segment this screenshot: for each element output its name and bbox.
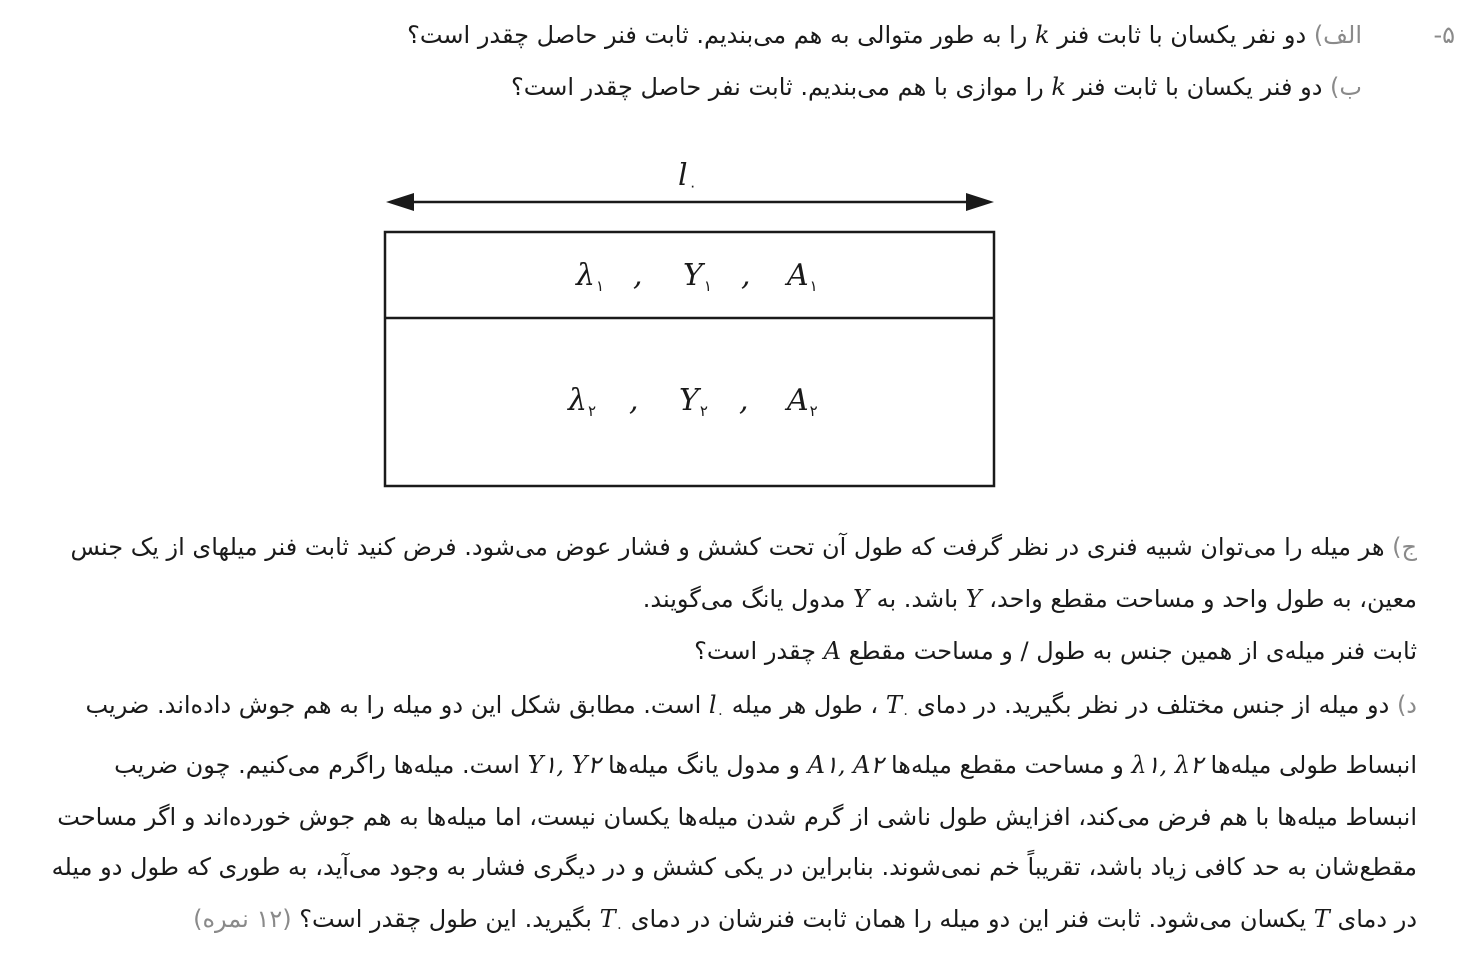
part-jim-text-3a: ثابت فنر میله‌ی از همین جنس به طول / و مساحت مقطع bbox=[848, 637, 1417, 665]
length-arrow-right-head bbox=[966, 193, 994, 211]
part-dal-text-2d: است. میله‌ها راگرم می‌کنیم. چون ضریب bbox=[114, 751, 520, 779]
part-dal-text-2b: و مساحت مقطع میله‌ها bbox=[890, 751, 1124, 779]
part-alef bbox=[407, 18, 1362, 52]
part-jim-line-3 bbox=[694, 634, 1417, 668]
question-number: -۵ bbox=[1433, 21, 1455, 49]
length-l0: $l_۰$ bbox=[708, 691, 725, 722]
part-dal-text-1c: است. مطابق شکل این دو میله را به هم جوش داده‌اند. ضریب bbox=[85, 691, 702, 719]
bottom-rod-separator-1: , bbox=[629, 383, 639, 418]
top-rod-separator-2: , bbox=[741, 258, 751, 293]
part-dal-text-1a: دو میله از جنس مختلف در نظر بگیرید. در دمای bbox=[917, 691, 1390, 719]
part-jim-text-2c: مدول یانگ می‌گویند. bbox=[642, 585, 846, 613]
part-dal-line-1 bbox=[12, 688, 1417, 731]
length-label: $l_۰$ bbox=[678, 158, 697, 195]
bottom-rod-lambda: $\lambda_۲$ bbox=[568, 383, 597, 420]
bottom-rod-separator-2: , bbox=[739, 383, 749, 418]
part-dal-text-5a: در دمای bbox=[1337, 905, 1417, 933]
part-be-label: ب) bbox=[1330, 73, 1362, 101]
temperature-T0: $T_۰$ bbox=[599, 905, 624, 936]
part-dal-text-1b: ، طول هر میله bbox=[731, 691, 879, 719]
part-alef-label: الف) bbox=[1313, 21, 1362, 49]
part-dal-text-5b: یکسان می‌شود. ثابت فنر این دو میله را همان ثابت فنرشان در دمای bbox=[630, 905, 1307, 933]
top-rod-young-modulus: $Y_۱$ bbox=[683, 258, 712, 295]
part-jim-text-1: هر میله را می‌توان شبیه فنری در نظر گرفت که طول آن تحت کشش و فشار عوض می‌شود. فرض کنید ثابت فنر میلهای از یک جنس bbox=[70, 533, 1385, 561]
area-symbol: A bbox=[823, 637, 841, 665]
bottom-rod-labels bbox=[567, 383, 818, 420]
part-dal-text-3: انبساط میله‌ها با هم فرض می‌کند، افزایش طول ناشی از گرم شدن میله‌ها یکسان نیست، اما میله‌ها به هم جوش خورده‌اند و اگر مساحت bbox=[57, 803, 1417, 831]
temperature-T0: $T_۰$ bbox=[885, 691, 910, 722]
part-be-text-1: دو فنر یکسان با ثابت فنر bbox=[1073, 73, 1323, 101]
part-dal-line-2 bbox=[12, 748, 1417, 782]
top-rod-lambda: $\lambda_۱$ bbox=[576, 258, 605, 295]
part-dal-line-5 bbox=[193, 902, 1417, 945]
part-dal-text-5c: بگیرید. این طول چقدر است؟ bbox=[299, 905, 592, 933]
spring-constant-k: k bbox=[1051, 73, 1066, 101]
length-arrow-left-head bbox=[386, 193, 414, 211]
young-modulus-symbol: Y bbox=[965, 585, 982, 613]
part-jim-line-2 bbox=[643, 582, 1417, 616]
part-jim-text-2b: باشد. به bbox=[876, 585, 959, 613]
two-rods-figure bbox=[376, 150, 1006, 495]
part-jim-text-2a: معین، به طول واحد و مساحت مقطع واحد، bbox=[989, 585, 1417, 613]
part-alef-text-2: را به طور متوالی به هم می‌بندیم. ثابت فنر حاصل چقدر است؟ bbox=[407, 21, 1028, 49]
temperature-T: T bbox=[1313, 905, 1330, 933]
part-dal-text-4: مقطع‌شان به حد کافی زیاد باشد، تقریباً خم نمی‌شوند. بنابراین در یکی کشش و در دیگری فشار به وجود می‌آید، به طوری که طول دو میله bbox=[51, 853, 1417, 881]
part-be bbox=[511, 70, 1362, 104]
top-rod-labels bbox=[575, 258, 818, 295]
top-rod-separator-1: , bbox=[633, 258, 643, 293]
part-dal-text-2c: و مدول یانگ میله‌ها bbox=[608, 751, 800, 779]
cross-section-areas: A۱, A۲ bbox=[807, 751, 884, 779]
score-label: (۱۲ نمره) bbox=[193, 905, 292, 933]
top-rod-area: $A_۱$ bbox=[787, 258, 818, 295]
bottom-rod-young-modulus: $Y_۲$ bbox=[679, 383, 708, 420]
bottom-rod-area: $A_۲$ bbox=[787, 383, 818, 420]
part-jim-text-3b: چقدر است؟ bbox=[694, 637, 816, 665]
spring-constant-k: k bbox=[1035, 21, 1050, 49]
part-jim-label: ج) bbox=[1392, 533, 1417, 561]
part-dal-text-2a: انبساط طولی میله‌ها bbox=[1210, 751, 1417, 779]
young-moduli: Y۱, Y۲ bbox=[527, 751, 601, 779]
expansion-coefficients: λ۱, λ۲ bbox=[1131, 751, 1203, 779]
part-alef-text-1: دو نفر یکسان با ثابت فنر bbox=[1057, 21, 1307, 49]
young-modulus-symbol: Y bbox=[853, 585, 869, 613]
part-dal-line-3 bbox=[12, 800, 1417, 834]
part-be-text-2: را موازی با هم می‌بندیم. ثابت نفر حاصل چقدر است؟ bbox=[510, 73, 1044, 101]
part-jim-line-1 bbox=[12, 530, 1417, 564]
part-dal-label: د) bbox=[1396, 691, 1417, 719]
part-dal-line-4 bbox=[12, 850, 1417, 884]
